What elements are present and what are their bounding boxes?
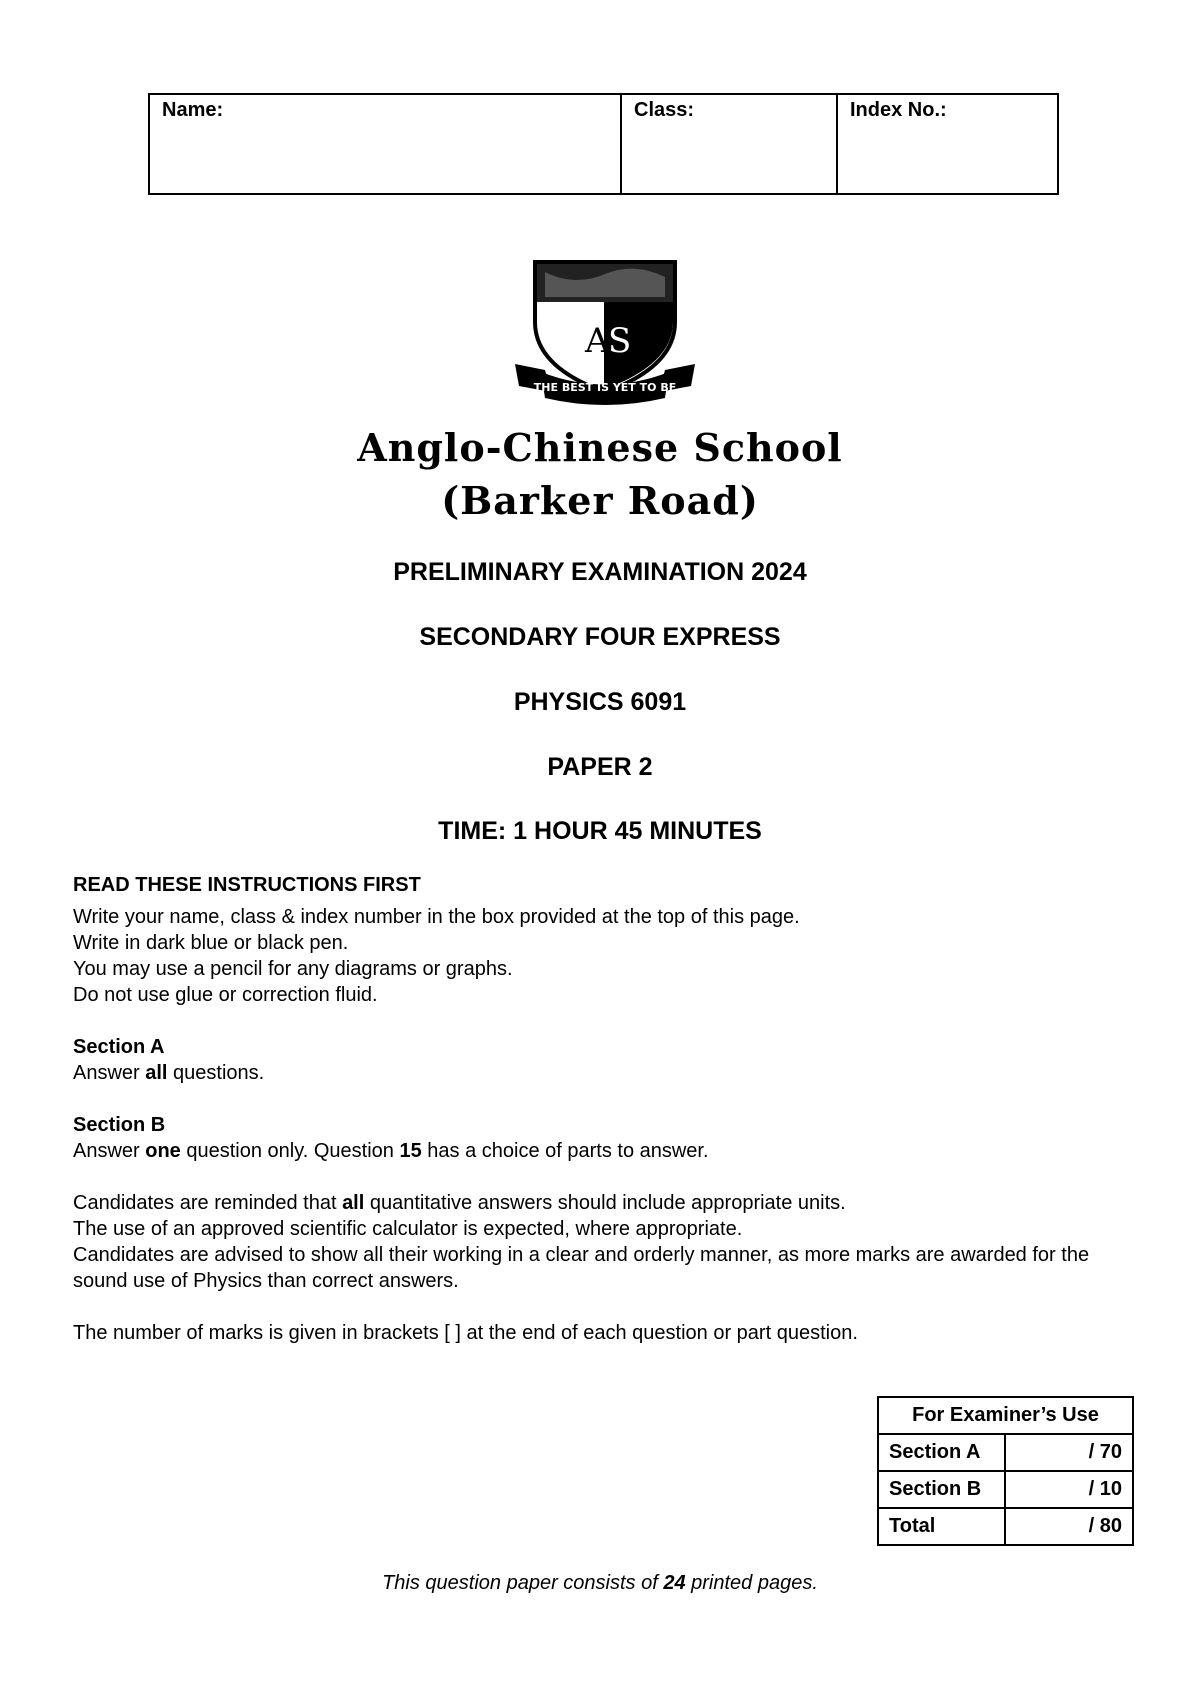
time-title: TIME: 1 HOUR 45 MINUTES [438, 817, 762, 845]
marks-note: The number of marks is given in brackets [ ] at the end of each question or part question. [73, 1322, 858, 1344]
svg-text:A: A [585, 321, 610, 361]
table-row [878, 1434, 1133, 1471]
row-label: Section A [878, 1434, 1005, 1471]
subject-title: PHYSICS 6091 [513, 688, 687, 716]
table-row [878, 1471, 1133, 1508]
class-label: Class: [634, 99, 695, 121]
school-branch: (Barker Road) [441, 478, 759, 523]
instruction-line: You may use a pencil for any diagrams or graphs. [73, 958, 513, 980]
calculator-note: The use of an approved scientific calculator is expected, where appropriate. [73, 1218, 743, 1240]
section-a-title: Section A [73, 1036, 165, 1058]
svg-text:S: S [608, 321, 632, 361]
row-score[interactable]: / 80 [1005, 1508, 1133, 1545]
row-score[interactable]: / 70 [1005, 1434, 1133, 1471]
exam-title: PRELIMINARY EXAMINATION 2024 [393, 558, 807, 586]
section-a-text: Answer all questions. [73, 1062, 265, 1084]
instructions [73, 872, 1143, 1346]
school-name: Anglo-Chinese School [357, 425, 843, 470]
examiner-use-table [877, 1396, 1134, 1546]
index-field[interactable] [837, 94, 1058, 194]
class-field[interactable] [621, 94, 837, 194]
school-crest-logo [515, 252, 695, 412]
instruction-line: Do not use glue or correction fluid. [73, 984, 378, 1006]
page-count-note: This question paper consists of 24 printed pages. [382, 1572, 818, 1594]
row-score[interactable]: / 10 [1005, 1471, 1133, 1508]
candidate-id-box [148, 93, 1059, 195]
row-label: Section B [878, 1471, 1005, 1508]
name-label: Name: [162, 99, 224, 121]
table-row [878, 1508, 1133, 1545]
crest-motto: THE BEST IS YET TO BE [533, 381, 677, 394]
units-reminder: Candidates are reminded that all quantitative answers should include appropriate units. [73, 1192, 846, 1214]
instruction-line: Write in dark blue or black pen. [73, 932, 349, 954]
working-note: Candidates are advised to show all their working in a clear and orderly manner, as more marks are awarded for the sound use of Physics than correct answers. [73, 1244, 1090, 1292]
row-label: Total [878, 1508, 1005, 1545]
paper-title: PAPER 2 [547, 753, 653, 781]
name-field[interactable] [149, 94, 621, 194]
index-label: Index No.: [850, 99, 947, 121]
section-b-text: Answer one question only. Question 15 has a choice of parts to answer. [73, 1140, 709, 1162]
instruction-line: Write your name, class & index number in the box provided at the top of this page. [73, 906, 800, 928]
level-title: SECONDARY FOUR EXPRESS [419, 623, 781, 651]
section-b-title: Section B [73, 1114, 166, 1136]
instructions-title: READ THESE INSTRUCTIONS FIRST [73, 874, 421, 896]
examiner-table-title: For Examiner’s Use [878, 1397, 1133, 1434]
